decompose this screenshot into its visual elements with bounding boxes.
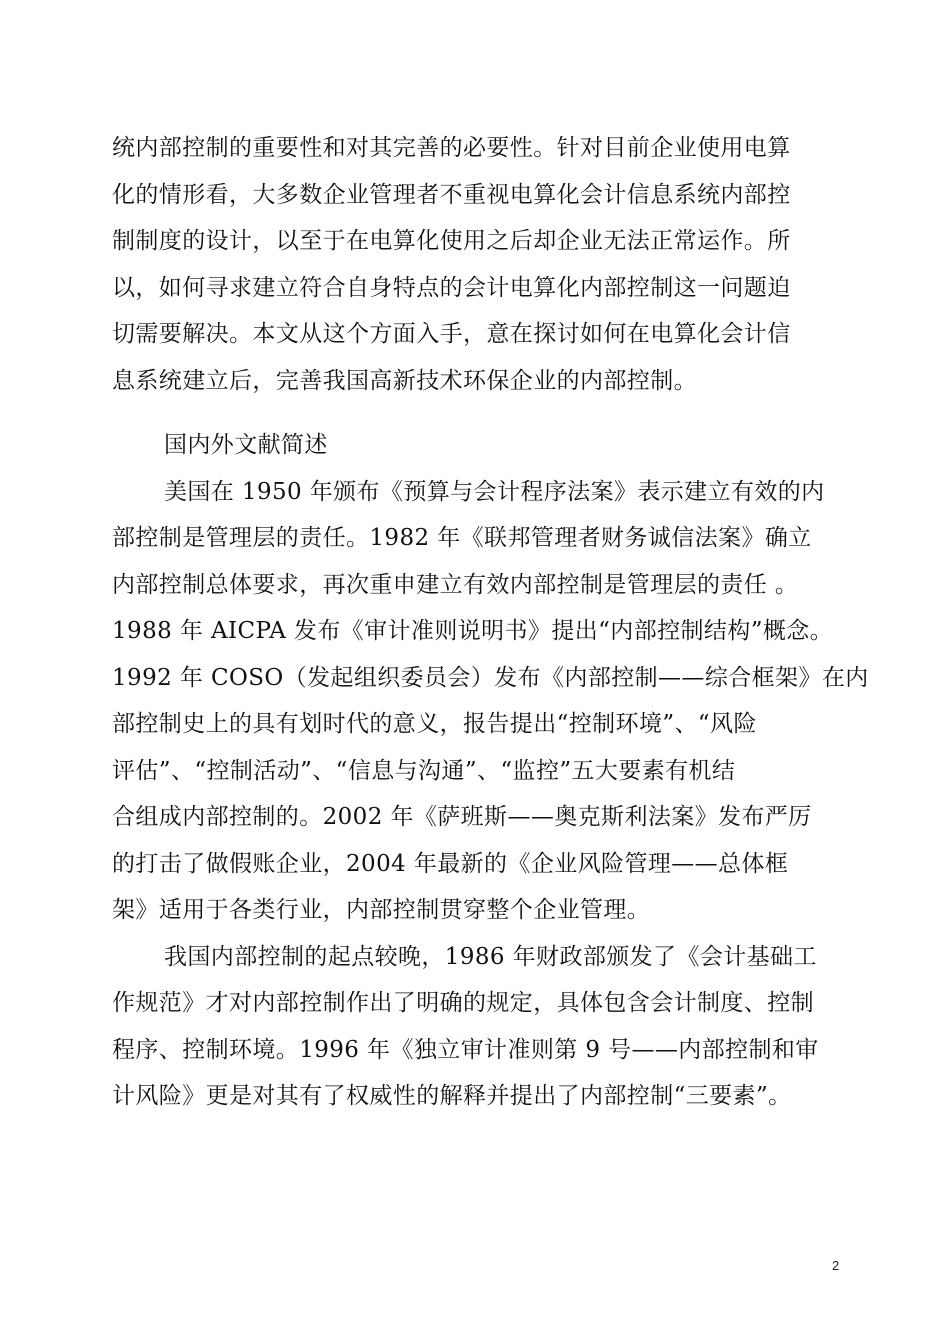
text-line: 以，如何寻求建立符合自身特点的会计电算化内部控制这一问题迫 (112, 274, 791, 301)
spacer (112, 404, 852, 422)
text-line: 制制度的设计，以至于在电算化使用之后却企业无法正常运作。所 (112, 228, 791, 254)
text-line: 的打击了做假账企业，2004 年最新的《企业风险管理——总体框 (112, 850, 789, 877)
text-line: 我国内部控制的起点较晚，1986 年财政部颁发了《会计基础工 (164, 943, 817, 970)
document-body (112, 125, 869, 1120)
text-line: 美国在 1950 年颁布《预算与会计程序法案》表示建立有效的内 (164, 478, 825, 505)
text-line: 部控制史上的具有划时代的意义，报告提出“控制环境”、“风险 (112, 711, 757, 737)
text-line: 作规范》才对内部控制作出了明确的规定，具体包含会计制度、控制 (112, 990, 814, 1016)
text-line: 化的情形看，大多数企业管理者不重视电算化会计信息系统内部控 (112, 181, 791, 208)
paragraph-3 (112, 934, 852, 1120)
text-line: 评估”、“控制活动”、“信息与沟通”、“监控”五大要素有机结 (112, 757, 736, 784)
section-heading: 国内外文献简述 (164, 432, 328, 458)
text-line: 内部控制总体要求，再次重申建立有效内部控制是管理层的责任 。 (112, 571, 799, 598)
text-line: 程序、控制环境。1996 年《独立审计准则第 9 号——内部控制和审 (112, 1036, 819, 1063)
text-line: 计风险》更是对其有了权威性的解释并提出了内部控制“三要素”。 (112, 1083, 792, 1109)
text-line: 部控制是管理层的责任。1982 年《联邦管理者财务诚信法案》确立 (112, 525, 812, 551)
text-line: 息系统建立后，完善我国高新技术环保企业的内部控制。 (112, 367, 697, 394)
text-line: 切需要解决。本文从这个方面入手，意在探讨如何在电算化会计信 (112, 321, 791, 347)
paragraph-1 (112, 125, 852, 404)
paragraph-2 (112, 469, 869, 934)
text-line: 1988 年 AICPA 发布《审计准则说明书》提出“内部控制结构”概念。 (112, 618, 834, 644)
text-line: 合组成内部控制的。2002 年《萨班斯——奥克斯利法案》发布严厉 (112, 804, 812, 830)
text-line: 统内部控制的重要性和对其完善的必要性。针对目前企业使用电算 (112, 135, 791, 161)
text-line: 1992 年 COSO（发起组织委员会）发布《内部控制——综合框架》在内 (112, 664, 869, 691)
text-line: 架》适用于各类行业，内部控制贯穿整个企业管理。 (112, 897, 651, 923)
page-number: 2 (832, 1258, 840, 1273)
